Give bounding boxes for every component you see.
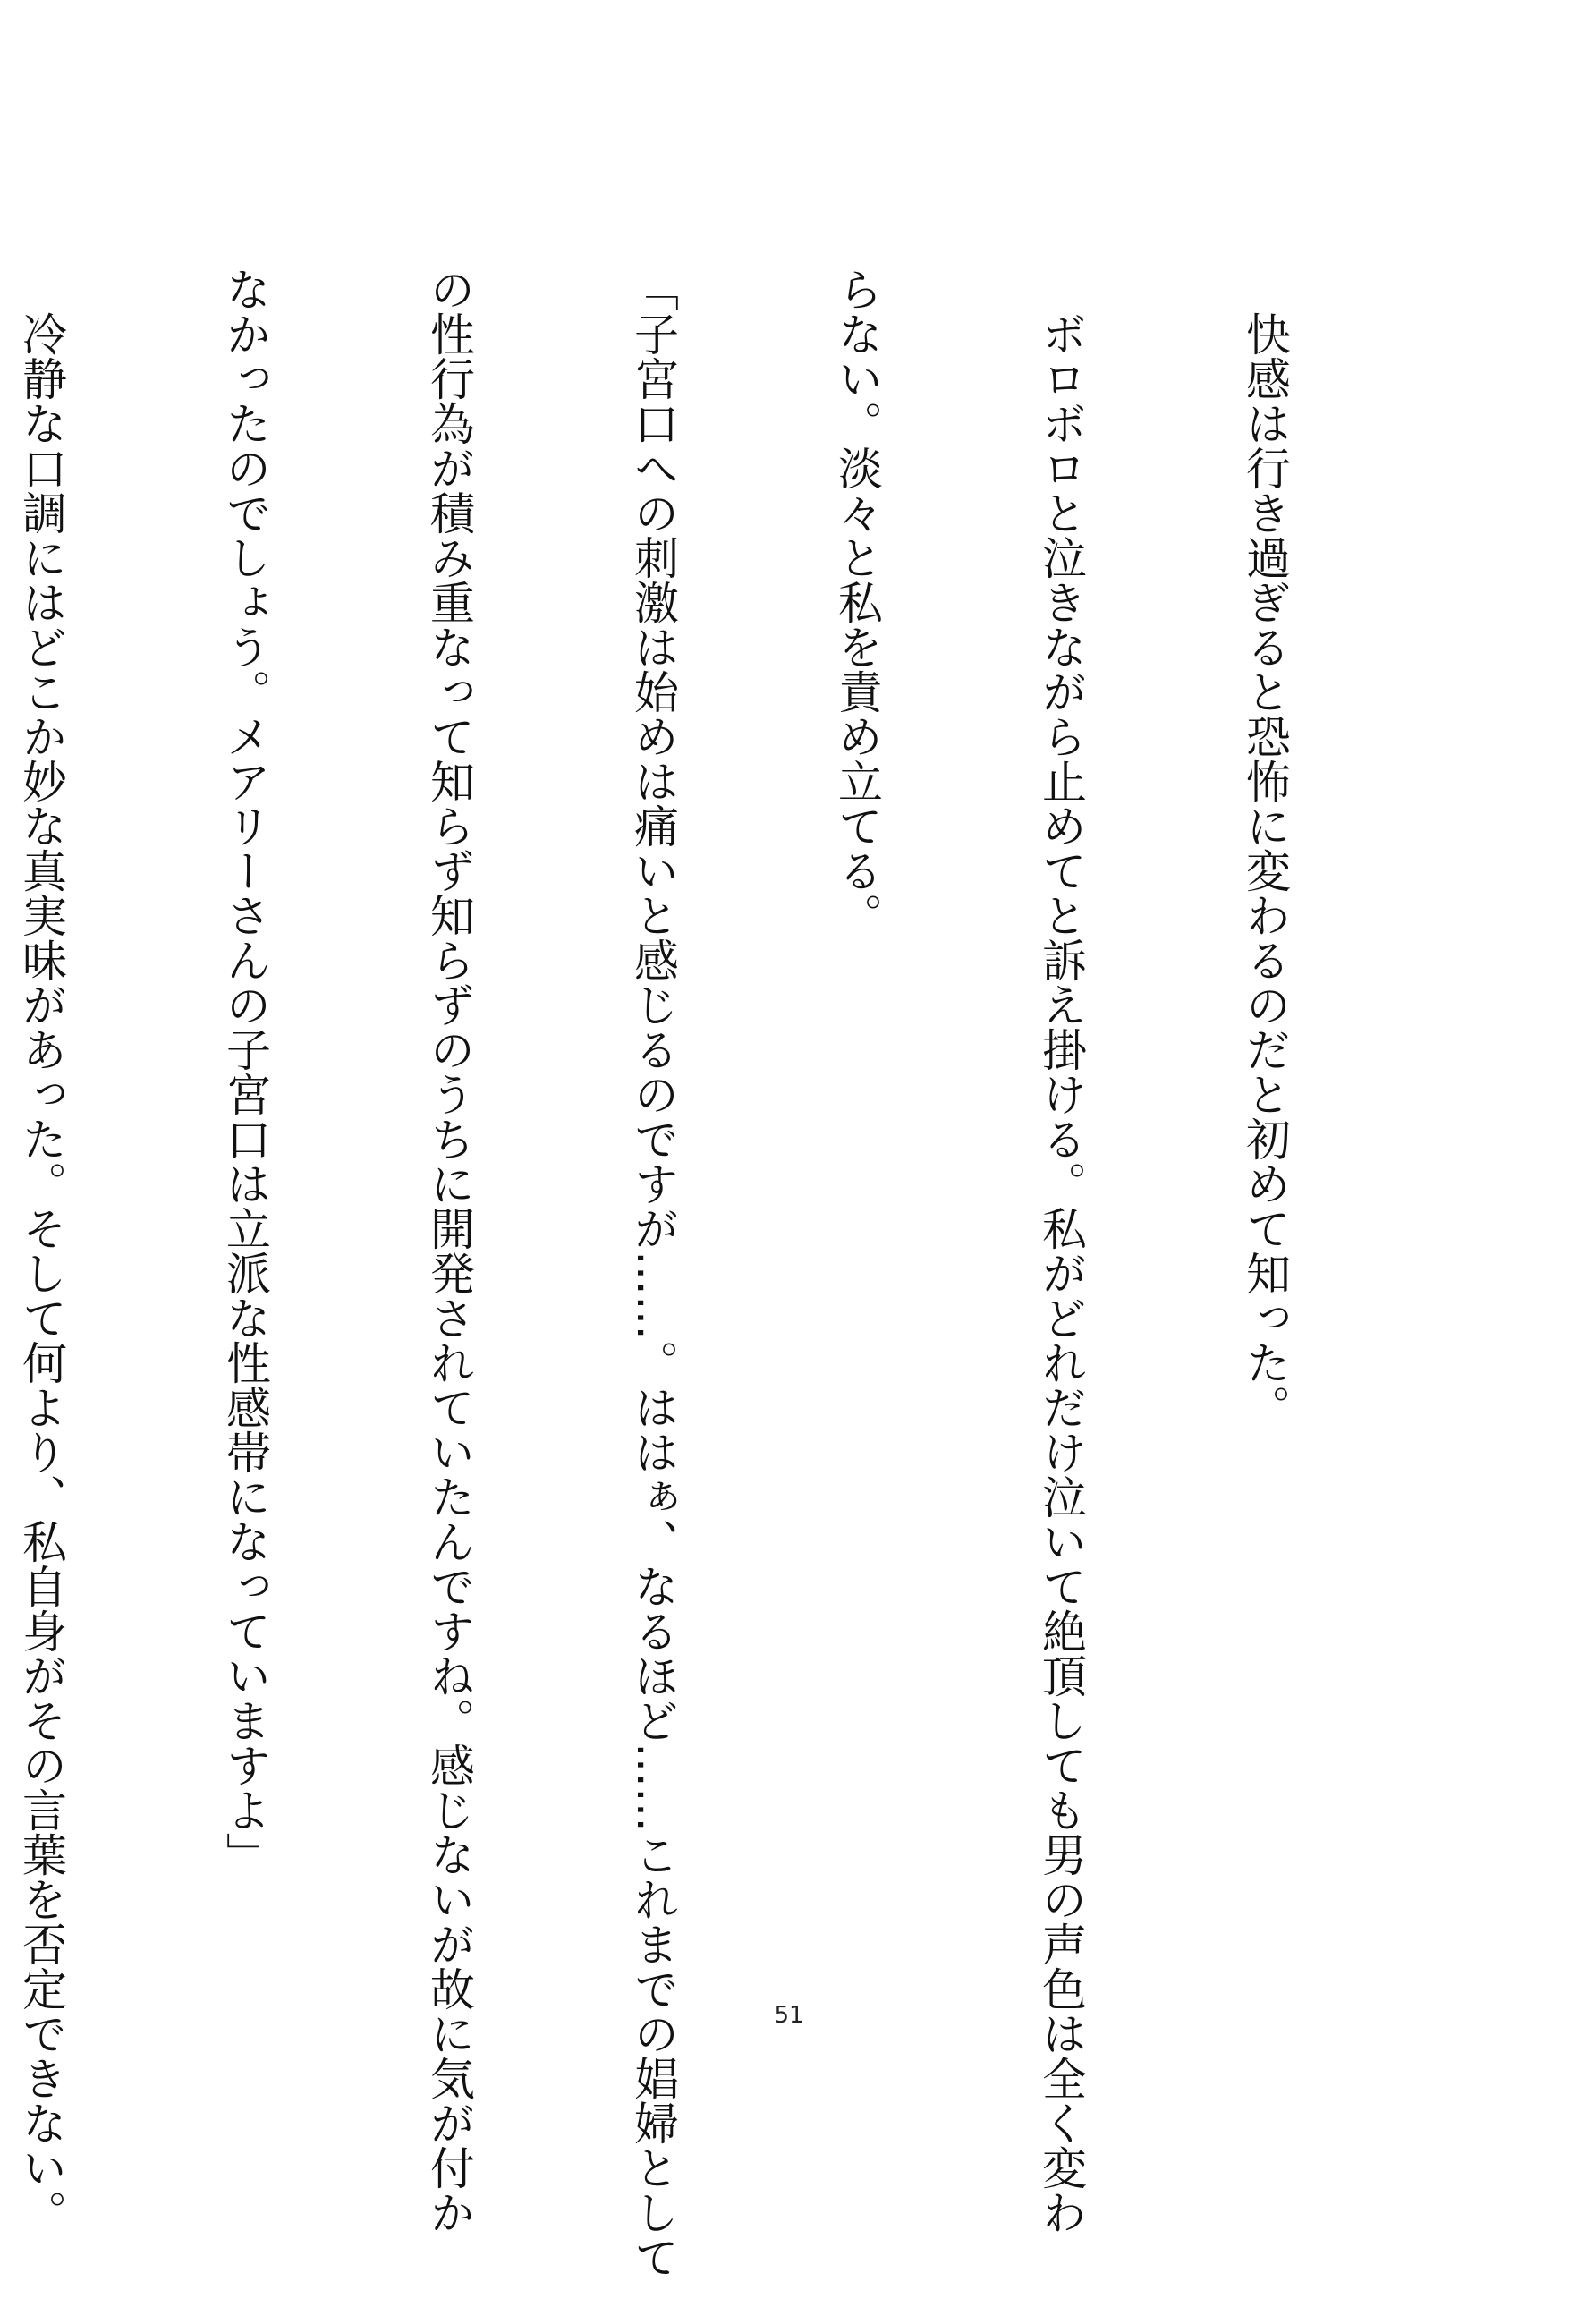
text-line: らない。淡々と私を責め立てる。 [831,267,883,937]
text-line: 快感は行き過ぎると恐怖に変わるのだと初めて知った。 [1239,311,1291,1429]
text-line: 「子宮口への刺激は始めは痛いと感じるのですが……。ははぁ、なるほど……これまでの娼婦として [627,267,679,2279]
text-line: なかったのでしょう。メアリーさんの子宮口は立派な性感帯になっていますよ」 [219,267,271,1877]
text-line: の性行為が積み重なって知らず知らずのうちに開発されていたんですね。感じないが故に気が付か [423,267,475,2235]
text-line: 冷静な口調にはどこか妙な真実味があった。そして何より、私自身がその言葉を否定できない。 [15,311,67,2235]
page-number: 51 [774,2002,804,2029]
text-line: ボロボロと泣きながら止めてと訴え掛ける。私がどれだけ泣いて絶頂しても男の声色は全く変わ [1035,311,1087,2235]
